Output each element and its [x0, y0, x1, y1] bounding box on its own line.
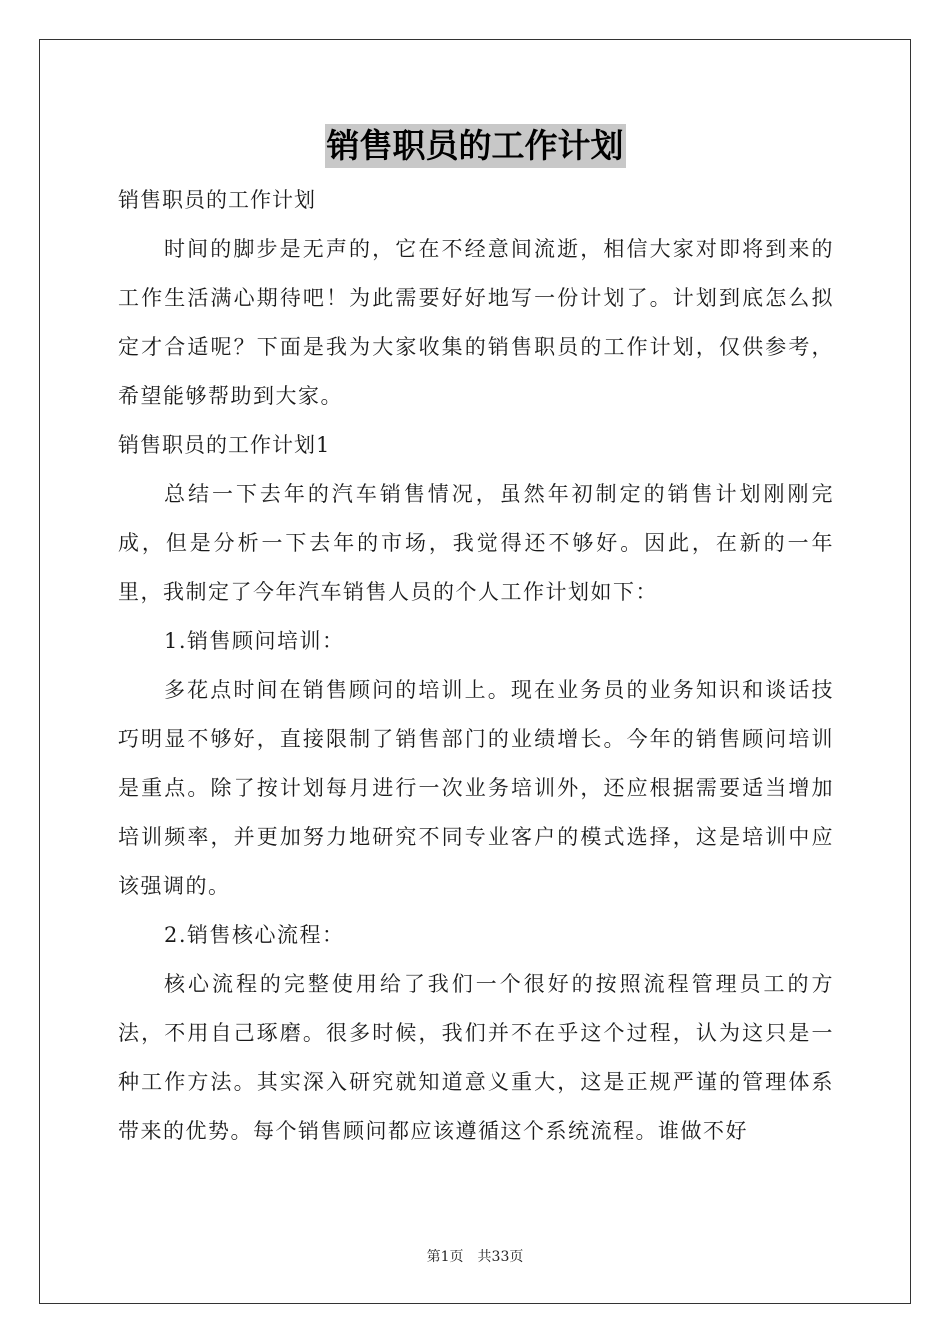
- item-heading-process: 2.销售核心流程：: [164, 923, 345, 947]
- page-footer: 第1页 共33页: [426, 1249, 524, 1265]
- title-container: [0, 124, 950, 168]
- section-heading-1: 销售职员的工作计划1: [118, 433, 331, 457]
- document-body: [118, 176, 834, 1156]
- process-paragraph: 核心流程的完整使用给了我们一个很好的按照流程管理员工的方法，不用自己琢磨。很多时候，我们并不在乎这个过程，认为这只是一种工作方法。其实深入研究就知道意义重大，这是正规严谨的管理体系带来的优势。每个销售顾问都应该遵循这个系统流程。谁做不好: [118, 972, 834, 1143]
- item-heading-training: 1.销售顾问培训：: [164, 629, 345, 653]
- intro-paragraph: 时间的脚步是无声的，它在不经意间流逝，相信大家对即将到来的工作生活满心期待吧！为此需要好好地写一份计划了。计划到底怎么拟定才合适呢？下面是我为大家收集的销售职员的工作计划，仅供参考，希望能够帮助到大家。: [118, 237, 834, 408]
- document-title: 销售职员的工作计划: [325, 124, 626, 168]
- summary-paragraph: 总结一下去年的汽车销售情况，虽然年初制定的销售计划刚刚完成，但是分析一下去年的市场，我觉得还不够好。因此，在新的一年里，我制定了今年汽车销售人员的个人工作计划如下：: [118, 482, 834, 604]
- document-subtitle: 销售职员的工作计划: [118, 188, 316, 212]
- training-paragraph: 多花点时间在销售顾问的培训上。现在业务员的业务知识和谈话技巧明显不够好，直接限制了销售部门的业绩增长。今年的销售顾问培训是重点。除了按计划每月进行一次业务培训外，还应根据需要适当增加培训频率，并更加努力地研究不同专业客户的模式选择，这是培训中应该强调的。: [118, 678, 834, 898]
